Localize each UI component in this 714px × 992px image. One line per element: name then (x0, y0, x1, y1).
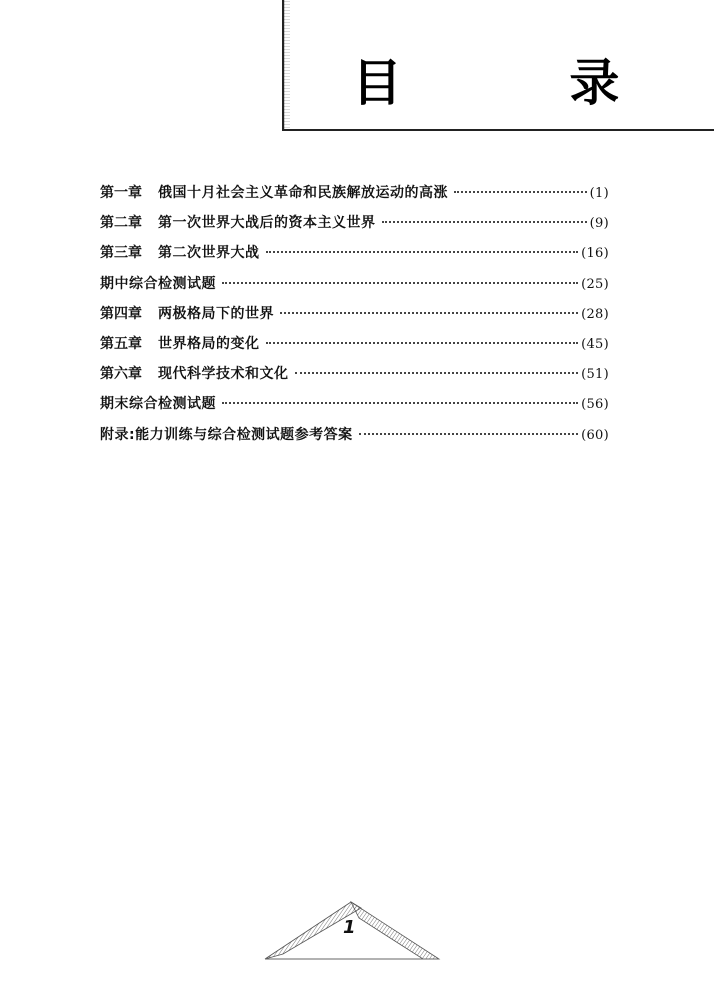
toc-entry-2[interactable] (100, 212, 609, 242)
title-box (282, 0, 714, 131)
toc-entry-9[interactable] (100, 424, 609, 454)
toc-page-number: (51) (581, 367, 609, 383)
toc-page-number: (1) (589, 186, 609, 201)
toc-chapter-label: 第二章 (100, 215, 142, 232)
toc-page-number: (25) (581, 276, 609, 292)
toc-chapter-label: 第一章 (100, 185, 142, 201)
toc-title: 第一次世界大战后的资本主义世界 (158, 215, 376, 232)
toc-title: 期末综合检测试题 (100, 396, 216, 413)
toc-dot-leader (359, 433, 579, 435)
toc-title: 俄国十月社会主义革命和民族解放运动的高涨 (158, 185, 448, 201)
toc-title: 世界格局的变化 (158, 335, 260, 352)
toc-title: 现代科学技术和文化 (158, 366, 289, 383)
toc-dot-leader (295, 372, 579, 374)
toc-page-number: (16) (581, 246, 609, 262)
toc-chapter-label: 第五章 (100, 335, 142, 352)
toc-dot-leader (266, 251, 579, 253)
toc-title: 期中综合检测试题 (100, 275, 216, 292)
toc-page-number: (28) (581, 306, 609, 322)
toc-dot-leader (222, 282, 578, 284)
toc-dot-leader (454, 191, 587, 193)
toc-dot-leader (266, 342, 579, 344)
toc-page-number: (9) (589, 216, 609, 232)
toc-entry-3[interactable] (100, 242, 609, 272)
toc-dot-leader (382, 221, 587, 223)
toc-entry-8[interactable] (100, 393, 609, 423)
toc-page-number: (56) (581, 397, 609, 413)
ornament-triangle-right (351, 902, 439, 959)
toc-entry-6[interactable] (100, 333, 609, 363)
toc-chapter-label: 第四章 (100, 305, 142, 322)
page-title: 目 录 (352, 54, 695, 112)
toc-entry-5[interactable] (100, 303, 609, 333)
toc-page-number: (60) (581, 427, 609, 443)
table-of-contents (100, 182, 609, 454)
toc-dot-leader (222, 402, 578, 404)
toc-entry-1[interactable] (100, 182, 609, 212)
toc-entry-4[interactable] (100, 273, 609, 303)
page-number: 1 (343, 917, 356, 938)
toc-chapter-label: 第三章 (100, 245, 142, 262)
toc-page-number: (45) (581, 336, 609, 352)
toc-title: 附录:能力训练与综合检测试题参考答案 (100, 426, 353, 443)
toc-entry-7[interactable] (100, 363, 609, 393)
toc-title: 第二次世界大战 (158, 245, 260, 262)
toc-chapter-label: 第六章 (100, 366, 142, 383)
toc-title: 两极格局下的世界 (158, 305, 274, 322)
toc-dot-leader (280, 312, 578, 314)
